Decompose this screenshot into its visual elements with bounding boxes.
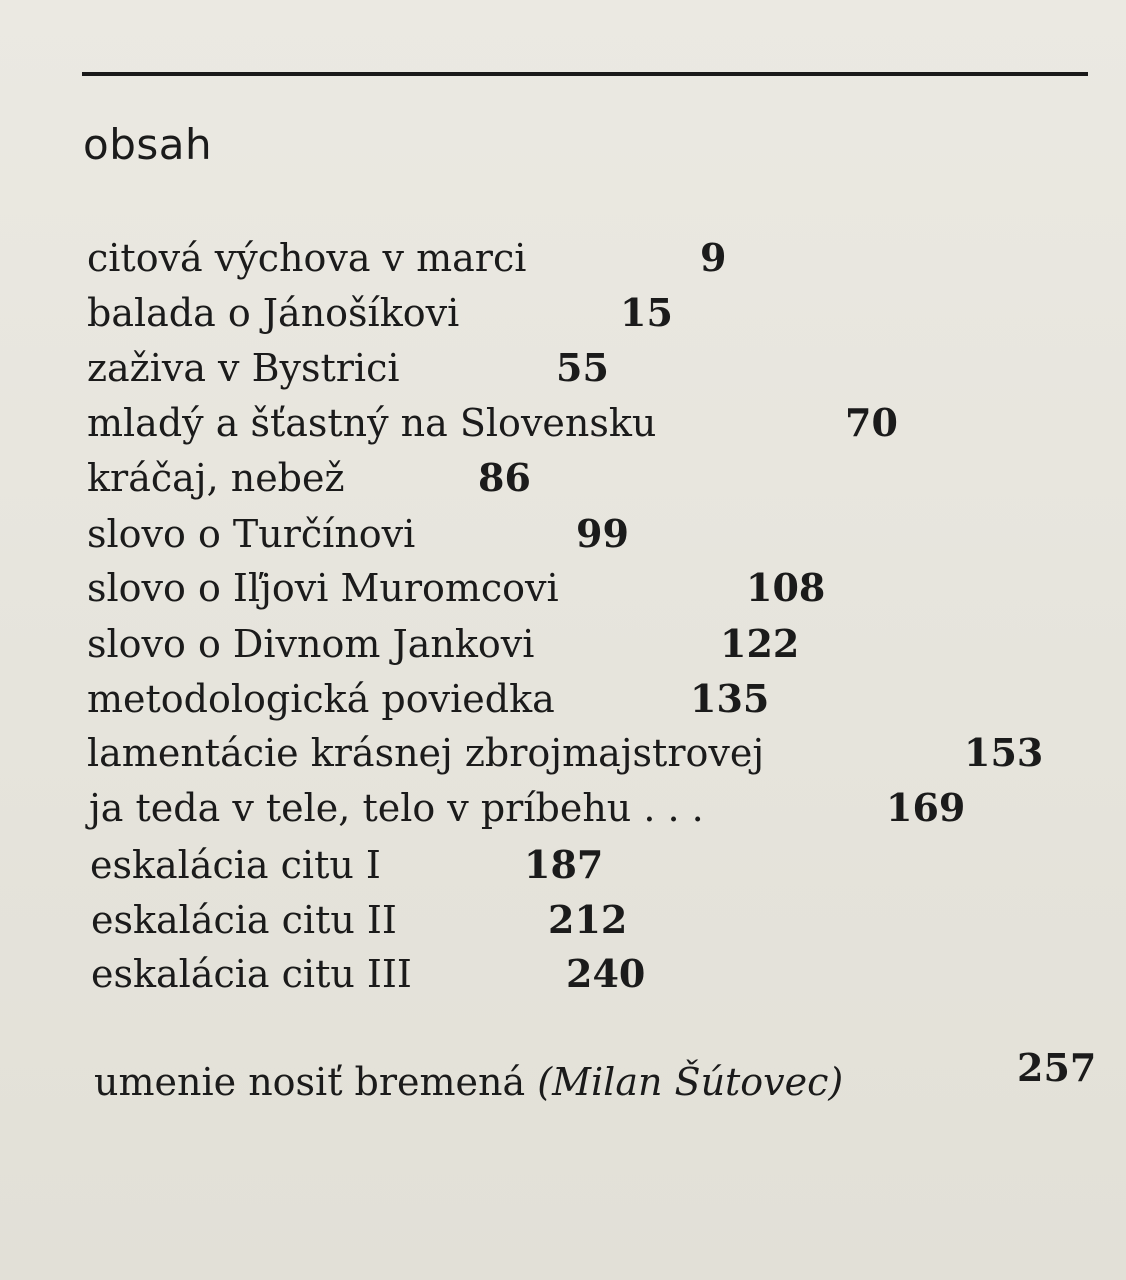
- top-rule: [82, 72, 1088, 76]
- entry-title: eskalácia citu II: [91, 898, 397, 942]
- entry-page: 99: [576, 511, 629, 556]
- entry-title: zaživa v Bystrici: [87, 346, 400, 390]
- entry-title: metodologická poviedka: [87, 677, 555, 721]
- entry-title: eskalácia citu III: [91, 952, 412, 996]
- entry-page: 153: [964, 730, 1044, 775]
- entry-title: mladý a šťastný na Slovensku: [87, 401, 657, 445]
- entry-page: 212: [548, 897, 628, 942]
- entry-page: 187: [524, 842, 604, 887]
- entry-page: 15: [620, 290, 673, 335]
- entry-title: ja teda v tele, telo v príbehu . . .: [89, 786, 704, 830]
- entry-page: 108: [746, 565, 826, 610]
- toc-heading: obsah: [83, 120, 213, 169]
- entry-page: 122: [720, 621, 800, 666]
- entry-title: umenie nosiť bremená: [94, 1060, 526, 1104]
- entry-title: slovo o Turčínovi: [87, 512, 416, 556]
- entry-title: balada o Jánošíkovi: [87, 291, 460, 335]
- entry-page: 70: [845, 400, 898, 445]
- entry-page: 169: [886, 785, 966, 830]
- entry-title: eskalácia citu I: [90, 843, 381, 887]
- entry-page: 257: [1017, 1045, 1097, 1090]
- entry-page: 135: [690, 676, 770, 721]
- entry-page: 240: [566, 951, 646, 996]
- entry-title: slovo o Iľjovi Muromcovi: [87, 566, 559, 610]
- entry-page: 86: [478, 455, 531, 500]
- toc-entry-afterword: [94, 1060, 843, 1104]
- entry-title: slovo o Divnom Jankovi: [87, 622, 535, 666]
- entry-title: kráčaj, nebež: [87, 456, 345, 500]
- entry-page: 9: [700, 235, 727, 280]
- entry-title: citová výchova v marci: [87, 236, 527, 280]
- entry-page: 55: [556, 345, 609, 390]
- entry-author: (Milan Šútovec): [537, 1060, 844, 1104]
- entry-title: lamentácie krásnej zbrojmajstrovej: [87, 731, 765, 775]
